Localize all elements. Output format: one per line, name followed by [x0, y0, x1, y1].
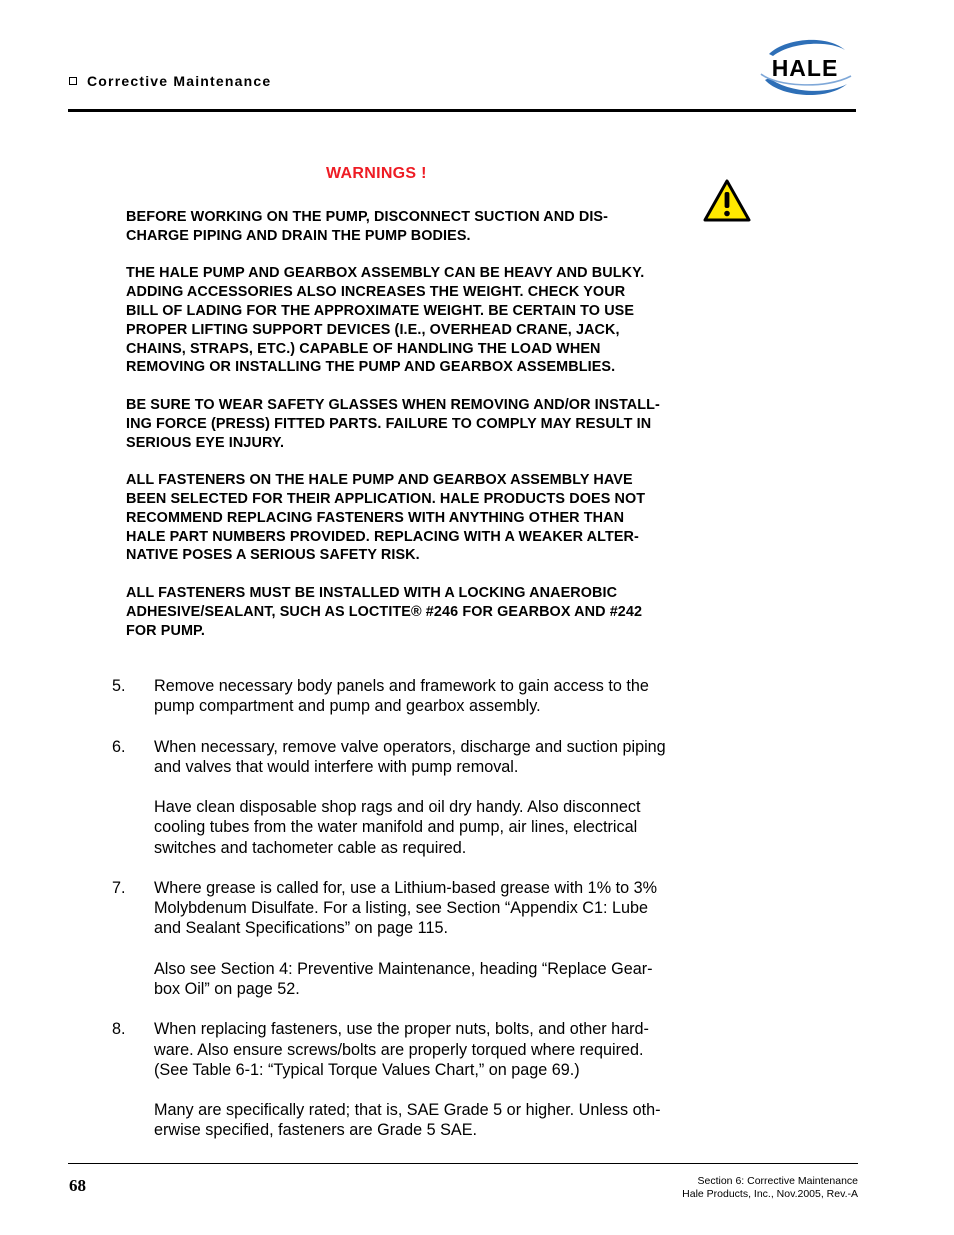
step-note: Have clean disposable shop rags and oil dry handy. Also disconnect cooling tubes from the water manifold and pump, air lines, electrical switches and tachometer cable as required. — [154, 798, 641, 857]
section-title-text: Corrective Maintenance — [87, 73, 272, 89]
step-number: 6. — [112, 737, 126, 756]
procedure-steps — [112, 676, 712, 1161]
footer-publisher-line: Hale Products, Inc., Nov.2005, Rev.-A — [682, 1188, 858, 1200]
footer-info — [682, 1175, 858, 1201]
step-6 — [112, 737, 712, 858]
step-text: Where grease is called for, use a Lithium-based grease with 1% to 3% Molybdenum Disulfate. For a listing, see Section “Appendix C1: Lube and Sealant Specifications” on page 115. — [154, 878, 657, 938]
logo-text: HALE — [771, 55, 839, 81]
warning-paragraph: BE SURE TO WEAR SAFETY GLASSES WHEN REMOVING AND/OR INSTALL- ING FORCE (PRESS) FITTED PARTS. FAILURE TO COMPLY MAY RESULT IN SERIOUS EYE INJURY. — [126, 396, 660, 451]
checkbox-bullet-icon — [69, 77, 77, 85]
warnings-title: WARNINGS ! — [326, 165, 427, 182]
step-8 — [112, 1019, 712, 1140]
page-number: 68 — [69, 1176, 86, 1195]
header-section-title — [69, 73, 271, 89]
hale-logo — [755, 36, 855, 100]
step-text: When replacing fasteners, use the proper nuts, bolts, and other hard- ware. Also ensure screws/bolts are properly torqued where required. (See Table 6-1: “Typical Torque Values Chart,” on page 69.) — [154, 1020, 649, 1079]
step-number: 5. — [112, 677, 126, 695]
warning-paragraph: ALL FASTENERS ON THE HALE PUMP AND GEARBOX ASSEMBLY HAVE BEEN SELECTED FOR THEIR APPLICATION. HALE PRODUCTS DOES NOT RECOMMEND REPLACING FASTENERS WITH ANYTHING OTHER THAN HALE PART NUMBERS PROVIDED. REPLACING WITH A WEAKER ALTER- NATIVE POSES A SERIOUS SAFETY RISK. — [126, 472, 646, 564]
warning-paragraph: THE HALE PUMP AND GEARBOX ASSEMBLY CAN BE HEAVY AND BULKY. ADDING ACCESSORIES ALSO INCREASES THE WEIGHT. CHECK YOUR BILL OF LADING FOR THE APPROXIMATE WEIGHT. BE CERTAIN TO USE PROPER LIFTING SUPPORT DEVICES (I.E., OVERHEAD CRANE, JACK, CHAINS, STRAPS, ETC.) CAPABLE OF HANDLING THE LOAD WHEN REMOVING OR INSTALLING THE PUMP AND GEARBOX ASSEMBLIES. — [126, 265, 645, 376]
warning-paragraph: BEFORE WORKING ON THE PUMP, DISCONNECT SUCTION AND DIS- CHARGE PIPING AND DRAIN THE PUMP BODIES. — [126, 209, 609, 244]
step-note: Also see Section 4: Preventive Maintenance, heading “Replace Gear- box Oil” on page 52. — [154, 959, 653, 998]
step-5 — [112, 676, 712, 716]
warning-paragraph: ALL FASTENERS MUST BE INSTALLED WITH A LOCKING ANAEROBIC ADHESIVE/SEALANT, SUCH AS LOCTITE® #246 FOR GEARBOX AND #242 FOR PUMP. — [126, 584, 643, 639]
step-7 — [112, 878, 712, 999]
footer-section-line: Section 6: Corrective Maintenance — [697, 1175, 858, 1187]
warnings-block — [126, 208, 716, 659]
footer-rule — [68, 1163, 858, 1164]
step-text: When necessary, remove valve operators, discharge and suction piping and valves that would interfere with pump removal. — [154, 737, 666, 776]
header-rule — [68, 109, 856, 112]
step-number: 8. — [112, 1020, 126, 1039]
step-note: Many are specifically rated; that is, SAE Grade 5 or higher. Unless oth- erwise specified, fasteners are Grade 5 SAE. — [154, 1101, 661, 1140]
step-number: 7. — [112, 878, 126, 897]
step-text: Remove necessary body panels and framework to gain access to the pump compartment and pump and gearbox assembly. — [154, 677, 649, 716]
